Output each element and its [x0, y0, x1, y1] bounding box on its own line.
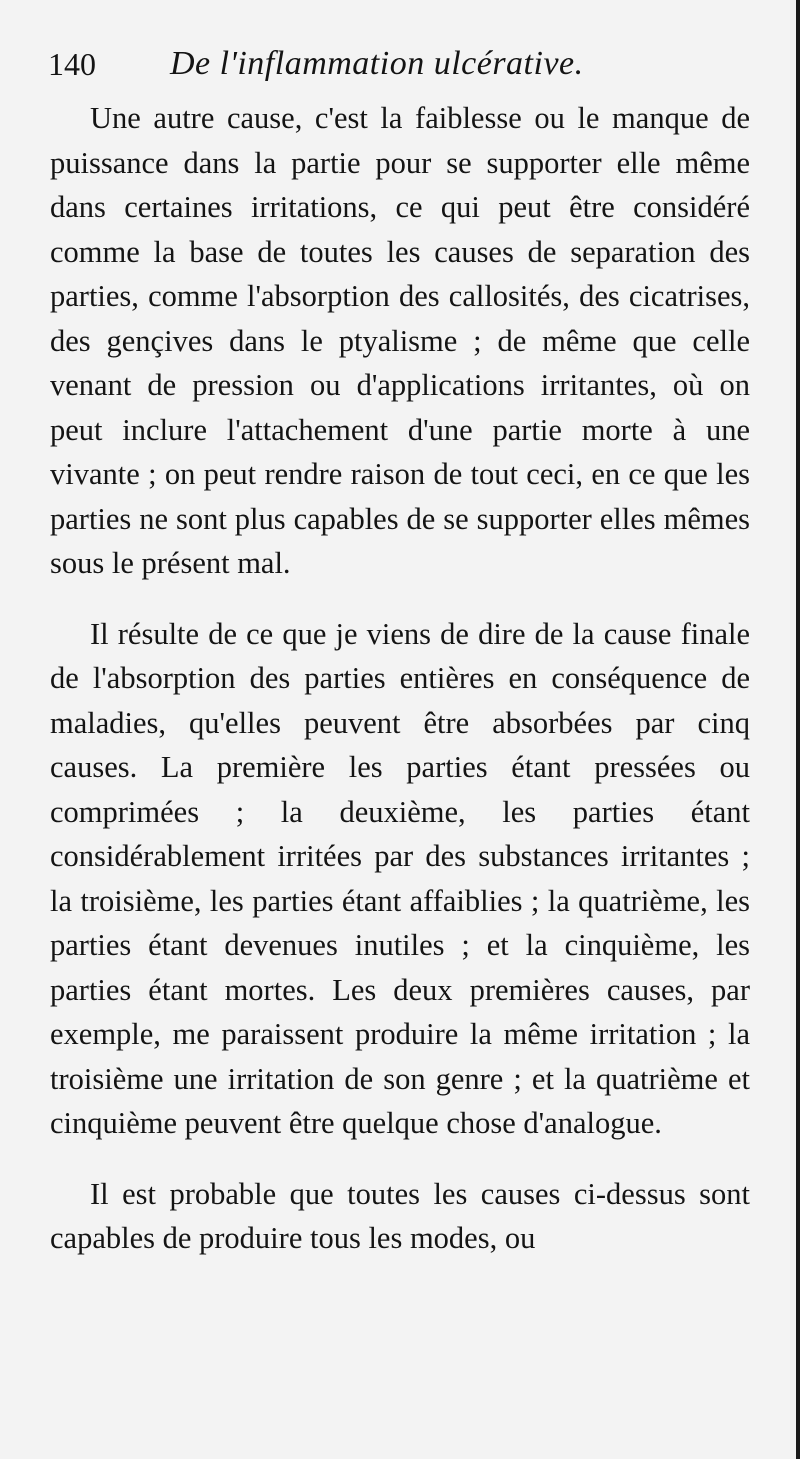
paragraph-1: Une autre cause, c'est la faiblesse ou le manque de puissance dans la partie pour se supporter elle même dans certaines irritations, ce qui peut être considéré comme la base de toutes les causes de separation des parties, comme l'absorption des callosités, des cicatrises, des gençives dans le ptyalisme ; de même que celle venant de pression ou d'applications irritantes, où on peut inclure l'attachement d'une partie morte à une vivante ; on peut rendre raison de tout ceci, en ce que les parties ne sont plus capables de se supporter elles mêmes sous le présent mal. [50, 101, 750, 580]
paragraph-2: Il résulte de ce que je viens de dire de la cause finale de l'absorption des parties entières en conséquence de maladies, qu'elles peuvent être absorbées par cinq causes. La première les parties étant pressées ou comprimées ; la deuxième, les parties étant considérablement irritées par des substances irritantes ; la troisième, les parties étant affaiblies ; la quatrième, les parties étant devenues inutiles ; et la cinquième, les parties étant mortes. Les deux premières causes, par exemple, me paraissent produire la même irritation ; la troisième une irritation de son genre ; et la quatrième et cinquième peuvent être quelque chose d'analogue. [50, 616, 750, 1140]
body-text [50, 96, 750, 1261]
page-header [48, 44, 748, 84]
paragraph-3: Il est probable que toutes les causes ci-dessus sont capables de produire tous les modes, ou [50, 1176, 750, 1255]
page-number: 140 [48, 46, 96, 82]
running-title: De l'inflammation ulcérative. [170, 45, 584, 82]
